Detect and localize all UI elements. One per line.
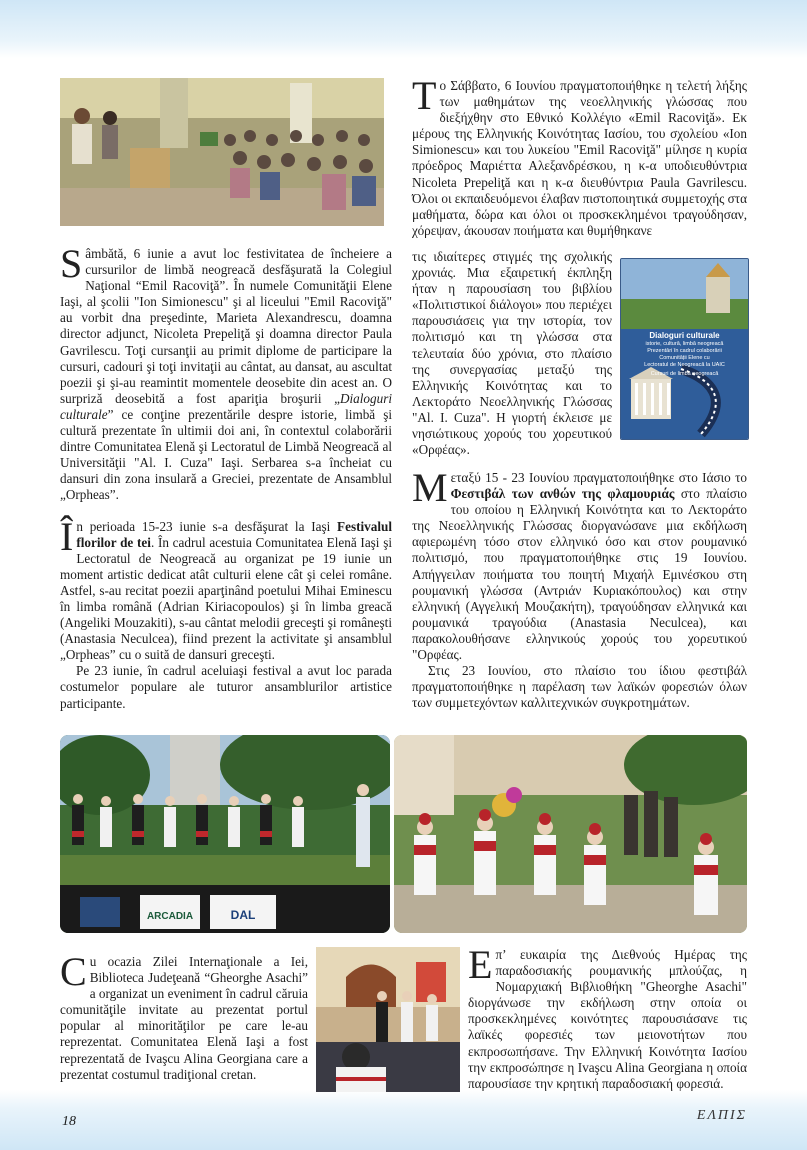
paragraph-text: Pe 23 iunie, în cadrul aceluiaşi festival a avut loc parada costumelor populare ale tuturor ansamblurilor artistice participante. [60, 663, 392, 711]
book-cover-line: istorie, cultură, limbă neogreacă [645, 341, 724, 347]
banner-dal: DAL [230, 908, 256, 922]
book-cover-line: Prezentări în cadrul colaborării [647, 348, 722, 354]
paragraph-text: ” ce conţine prezentările despre istorie, limbă şi cultură prezentate în ultimii doi ani, în contextul colaborării dintre Comunitatea Elenă şi Lectoratul de Limbă Neogreacă al Universităţii "Al. I. Cuza" Iaşi. Serbarea s-a încheiat cu dansuri din zona insulară a Greciei, prezentate de Ansamblul „Orpheas”. [60, 406, 392, 503]
book-cover-line: Lectoratul de Neogreacă la UAIC [644, 362, 725, 368]
paragraph-text: ο Σάββατο, 6 Ιουνίου πραγματοποιήθηκε η τελετή λήξης των μαθημάτων της νεοελληνικής γλώσσας που διεξήχθην στο Εθνικό Κολλέγιο «Emil Racoviţă». Εκ μέρους της Ελληνικής Κοινότητας Ιασίου, του σχολείου «Ion Simionescu» και του λυκείου "Emil Racoviţă" μίλησε η κυρία πρόεδρος Μαριέττα Αλεξανδρέσκου, η κ-α υποδιευθύντρια Nicoleta Prepeliţă και η κ-α διευθύντρια Paula Gavrilescu. Όλοι οι εκπαιδευόμενοι έλαβαν πιστοποιητικά συμμετοχής στα μαθήματα, δώρα και όλοι οι προσκεκλημένοι τραγούδησαν, χόρεψαν, άκουσαν ποιήματα και θυμήθηκανε [412, 78, 747, 238]
dropcap: Τ [412, 73, 437, 118]
bottom-gradient-band [0, 1090, 807, 1150]
ro-article-graduation [60, 241, 392, 712]
top-gradient-band [0, 0, 807, 58]
dropcap: Μ [412, 465, 448, 510]
costume-parade-photo [394, 735, 747, 933]
gr-article-festival [412, 465, 748, 711]
paragraph-text: εταξύ 15 - 23 Ιουνίου πραγματοποιήθηκε στο Ιάσιο το [450, 470, 747, 485]
ro-article-blouse-day [60, 949, 308, 1083]
book-title-italic: Dialoguri culturale [60, 390, 392, 422]
gr-article-graduation-bottom [412, 249, 612, 458]
magazine-title: ΕΛΠΙΣ [696, 1108, 747, 1123]
paragraph-text: στο πλαίσιο του οποίου η Ελληνική Κοινότητα και το Λεκτοράτο της Νεοελληνικής Γλώσσας διοργανώσανε μια εκδήλωση αφιερωμένη τόσο στον ελληνικό όσο και στον ρουμανικό πολιτισμό, που πραγματοποιήθηκε στις 19 Ιουνίου. Απήγγειλαν ποιήματα του ποιητή Μιχαήλ Εμινέσκου στη ρουμανική γλώσσα (Αντριάν Κυριακόπουλος) και στην ελληνική (Αγγελική Μουζακήτη), τραγούδησαν ελληνικά και ρουμανικά τραγούδια (Anastasia Neculcea), και παρακολουθήσανε ελληνικούς χορούς του χορευτικού "Ορφέας. [412, 486, 748, 663]
festival-name-bold: Festivalul florilor de tei [76, 518, 392, 550]
gr-article-graduation-top [412, 73, 747, 239]
paragraph-text: n perioada 15-23 iunie s-a desfăşurat la Iaşi [76, 518, 338, 534]
paragraph-text: âmbătă, 6 iunie a avut loc festivitatea de încheiere a cursurilor de limbă neogreacă desfăşurată la Colegiul Naţional “Emil Racoviţă”. În numele Comunităţii Elene Iaşi, al şcolii "Ion Simionescu" şi al liceului "Emil Racoviţă" au vorbit dna preşedinte, Marieta Alexandrescu, doamna director adjunct, Nicoleta Prepeliţă şi doamna director Paula Gavrilescu. Toţi cursanţii au primit diplome de participare la cursuri, cadouri şi toţi invitaţii au cântat, au dansat, au ascultat poezii şi şi-au reamintit momentele deosebite din acest an. O surpriză deosebită a fost apariţia broşurii „ [60, 246, 392, 406]
paragraph-text: . În cadrul acestuia Comunitatea Elenă Iaşi şi Lectoratul de Neogreacă au organizat pe 19 iunie un moment artistic dedicat atât culturii elene cât şi celei române. Astfel, s-au recitat poezii aparţinând poetului Mihai Eminescu în limba română (Adrian Kiriacopoulos) şi în limba greacă (Angeliki Mouzakiti), s-au cântat melodii greceşti şi româneşti (Anastasia Neculcea), fiind prezent la activitate şi ansamblul „Orpheas” cu o suită de dansuri greceşti. [60, 534, 392, 663]
book-cover-line: Cursuri de limbă neogreacă [650, 371, 719, 377]
ceremony-photo [60, 78, 384, 226]
page-number: 18 [62, 1114, 76, 1129]
paragraph-text: u ocazia Zilei Internaţionale a Iei, Biblioteca Judeţeană “Gheorghe Asachi” a organizat un eveniment în cadrul căruia comunităţile invitate au prezentat portul popular al minorităţilor pe care le-au reprezentat. Comunitatea Elenă Iaşi a fost reprezentată de Ivaşcu Alina Georgiana care a prezentat costumul tradiţional cretan. [60, 954, 308, 1082]
dropcap: Î [60, 513, 74, 559]
library-event-photo [316, 947, 460, 1092]
paragraph-text: τις ιδιαίτερες στιγμές της σχολικής χρονιάς. Μια εξαιρετική έκπληξη ήταν η παρουσίαση του βιβλίου «Πολιτιστικοί διάλογοι» που περιέχει παρουσιάσεις για την ιστορία, τον πολιτισμό και τη γλώσσα στα τελευταία δύο χρόνια, στο πλαίσιο της συνεργασίας μεταξύ της Ελληνικής Κοινότητας και το Λεκτοράτο Νεοελληνικής Γλώσσας "Al. I. Cuza". Η γιορτή έκλεισε με νησιώτικους χορούς του χορευτικού «Ορφέας». [412, 249, 612, 458]
banner-arcadia: ARCADIA [146, 911, 194, 922]
paragraph-text: Στις 23 Ιουνίου, στο πλαίσιο του ίδιου φεστιβάλ πραγματοποιήθηκε η παρέλαση των λαϊκών φορεσιών όλων των συμμετεχόντων καλλιτεχνικών συγκροτημάτων. [412, 663, 747, 711]
dropcap: Ε [468, 942, 493, 987]
gr-article-blouse-day [468, 942, 747, 1092]
folk-dance-photo [60, 735, 390, 933]
book-cover-line: Comunității Elene cu [659, 355, 710, 361]
book-cover-title: Dialoguri culturale [649, 331, 720, 340]
book-cover-image [620, 258, 749, 440]
dropcap: C [60, 949, 87, 994]
paragraph-text: π’ ευκαιρία της Διεθνούς Ημέρας της παραδοσιακής ρουμανικής μπλούζας, η Νομαρχιακή Βιβλιοθήκη "Gheorghe Asachi" διοργάνωσε την εκδήλωση στην οποία οι προσκεκλημένες κοινότητες παρουσιάσανε τις λαϊκές φορεσιές των μειονοτήτων που εκπροσωπήσανε. Την Ελληνική Κοινότητα Ιασίου την εκπροσώπησε η Ivaşcu Alina Georgiana η οποία παρουσίασε την κρητική παραδοσιακή φορεσιά. [468, 947, 747, 1091]
festival-name-bold: Φεστιβάλ των ανθών της φλαμουριάς [450, 486, 675, 502]
dropcap: S [60, 241, 83, 286]
